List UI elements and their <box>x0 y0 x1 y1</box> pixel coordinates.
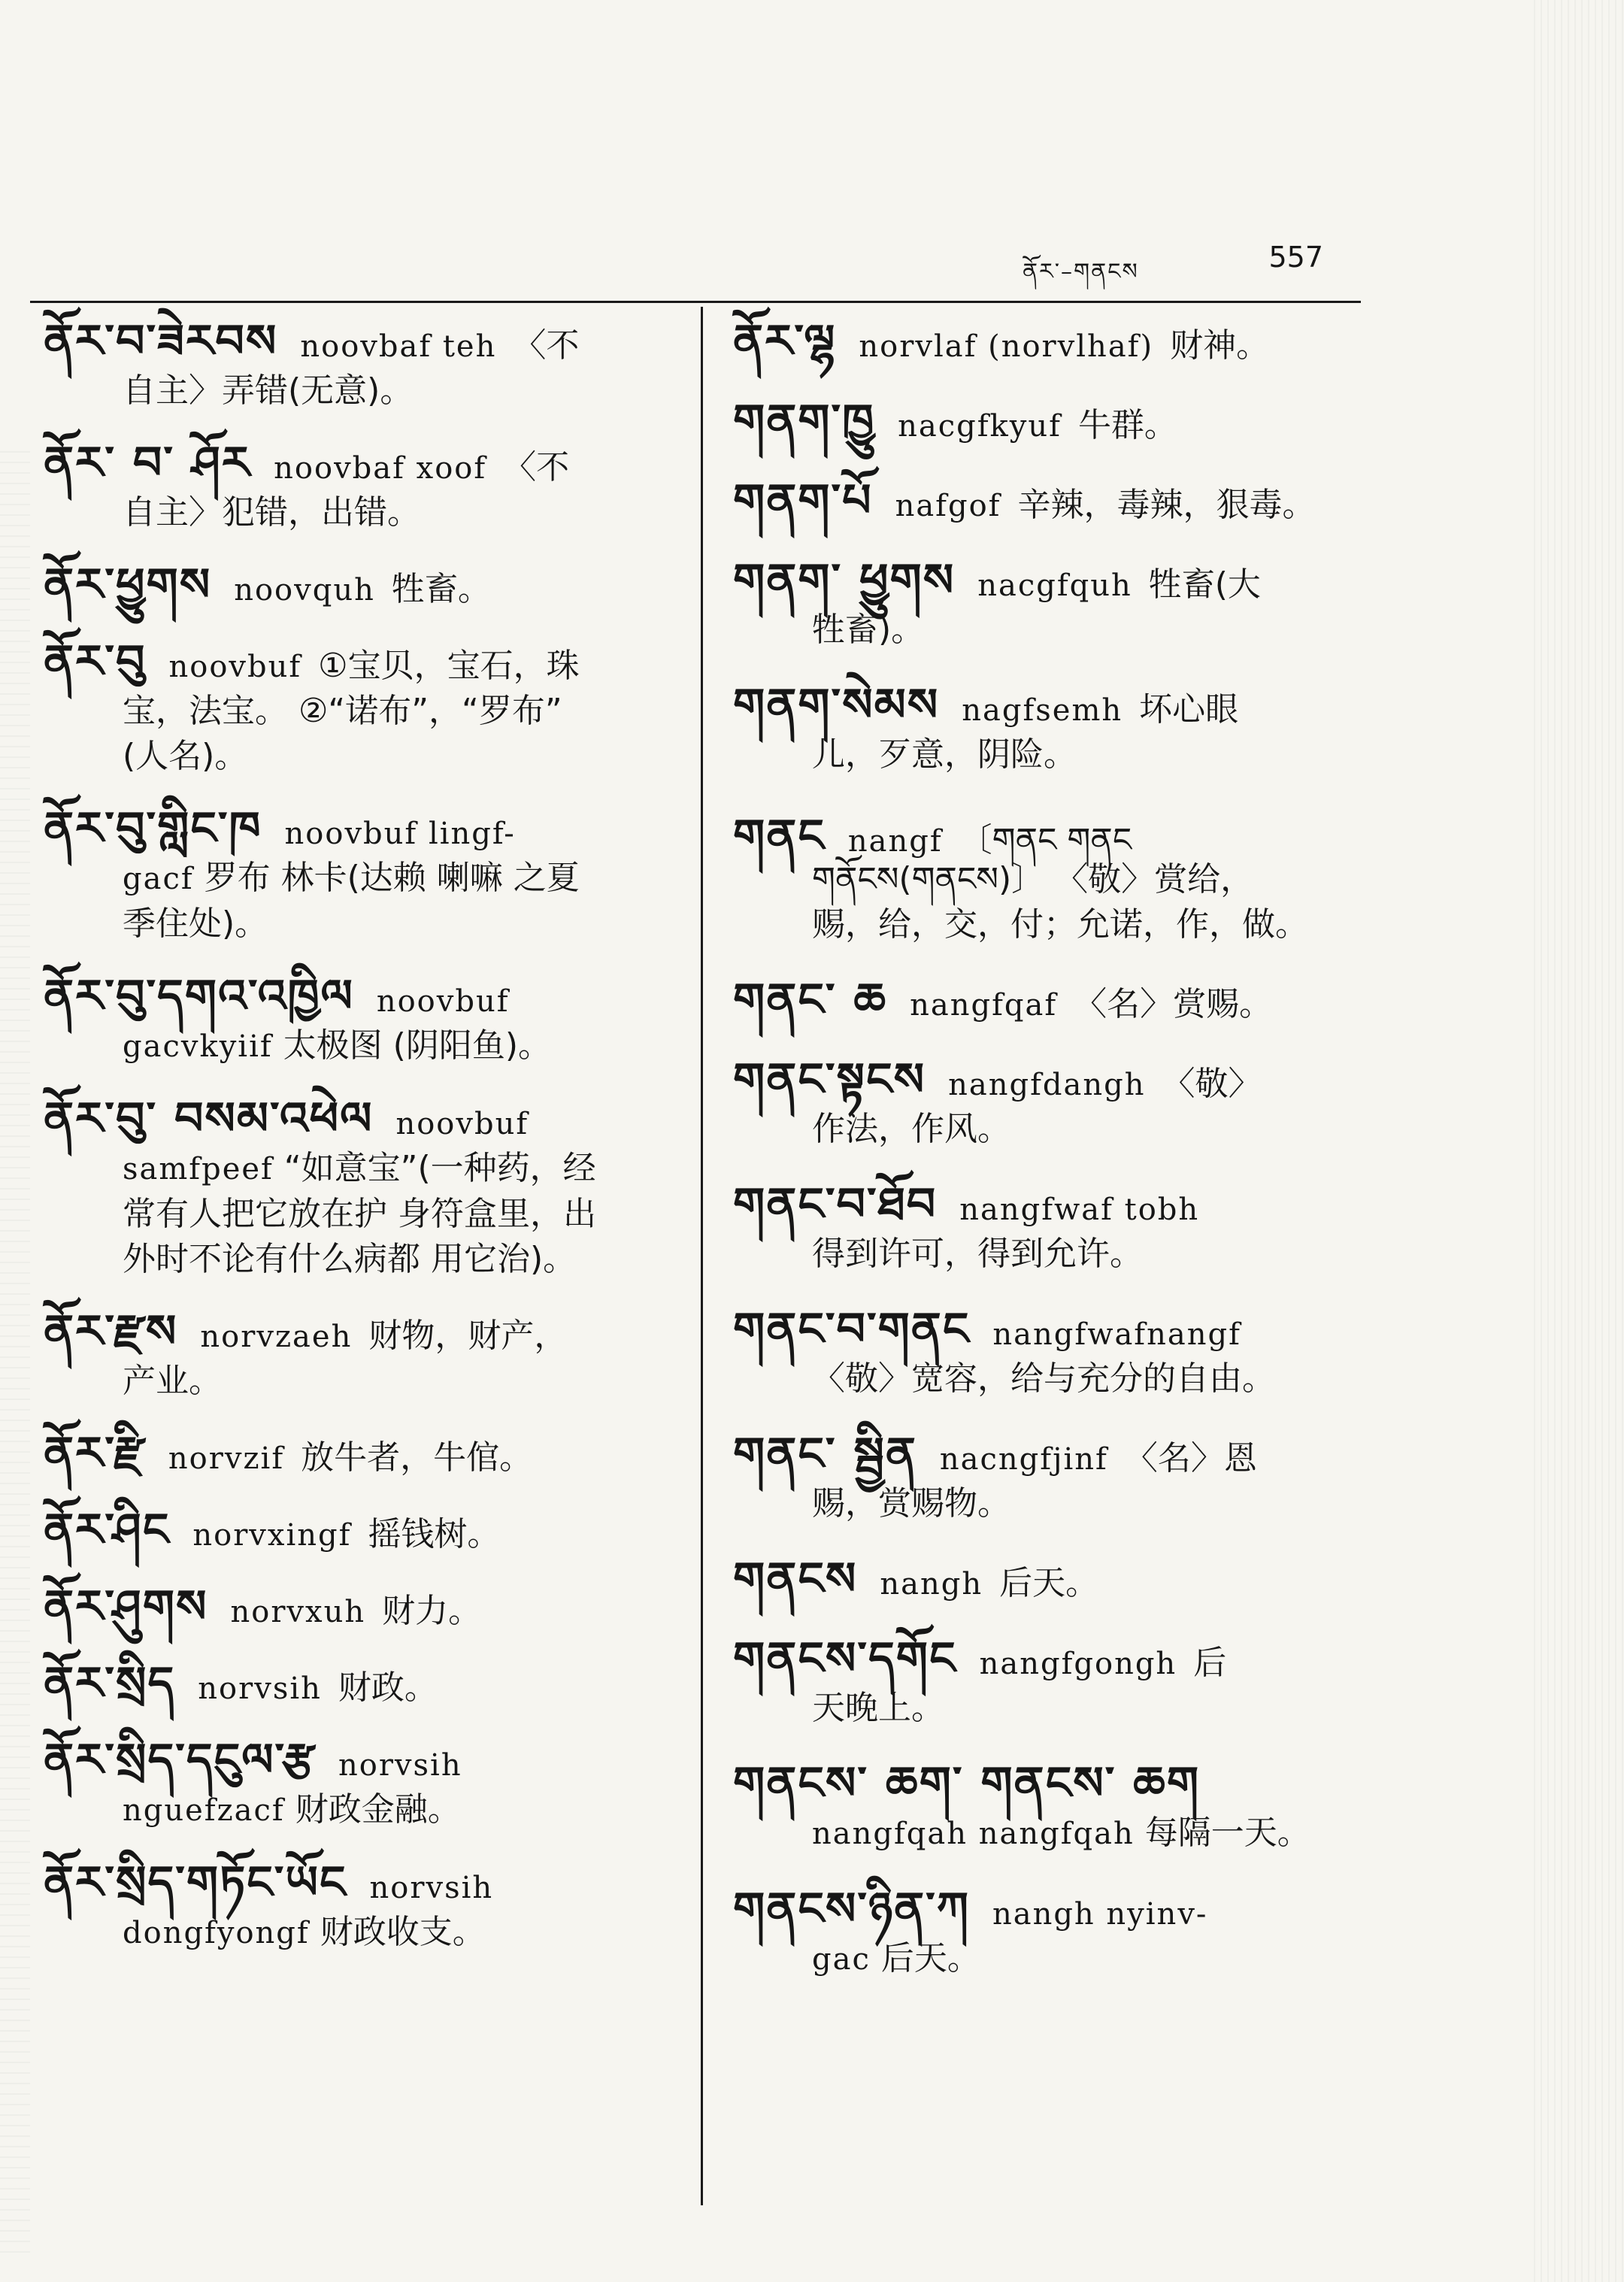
romanization: norvxuh <box>230 1595 366 1629</box>
gloss-continuation: 赐，赏赐物。 <box>812 1484 1010 1523</box>
entry-headline <box>44 1426 683 1480</box>
entry-headline <box>733 678 1365 732</box>
tibetan-headword: གནང་ ཆ <box>733 974 888 1026</box>
entry-headline <box>44 1580 683 1634</box>
dictionary-entry <box>733 394 1365 448</box>
romanization: norvxingf <box>192 1518 352 1553</box>
chinese-gloss: 〈不 <box>503 448 570 486</box>
romanization: noovbuf <box>376 984 510 1019</box>
gloss-continuation: 得到许可，得到允许。 <box>812 1235 1143 1273</box>
page-number: 557 <box>1268 241 1323 274</box>
romanization-continuation: samfpeef <box>123 1152 274 1186</box>
running-header <box>1023 241 1368 286</box>
romanization: noovbuf lingf- <box>284 817 516 851</box>
chinese-gloss: 后天。 <box>999 1564 1099 1602</box>
chinese-gloss: 牲畜。 <box>391 570 491 608</box>
romanization-continuation: gac <box>812 1942 871 1977</box>
gloss-continuation: 自主〉弄错(无意)。 <box>123 371 414 410</box>
dictionary-entry <box>44 1092 683 1282</box>
entry-headline <box>733 1177 1365 1232</box>
entry-headline <box>44 1733 683 1787</box>
entry-headline <box>733 1632 1365 1686</box>
dictionary-entry <box>733 803 1365 947</box>
gloss-continuation: gacvkyiif 太极图 (阴阳鱼)。 <box>123 1026 551 1065</box>
romanization: noovbaf teh <box>300 329 497 364</box>
tibetan-headword: གནག་ཁྱུ <box>733 395 876 447</box>
tibetan-headword: གནང་སྟངས <box>733 1053 926 1106</box>
header-rule <box>30 301 1361 303</box>
dictionary-entry <box>44 1856 683 1956</box>
scan-edge-texture <box>0 451 30 2256</box>
chinese-gloss: 放牛者，牛倌。 <box>301 1438 533 1477</box>
tibetan-headword: ནོར་བུ་ བསམ་འཕེལ <box>44 1093 374 1145</box>
tibetan-headword: གནག་པོ <box>733 474 873 527</box>
romanization: norvsih <box>338 1748 462 1783</box>
gloss-continuation: 天晚上。 <box>812 1689 944 1727</box>
gloss-continuation: gac 后天。 <box>812 1939 980 1977</box>
romanization: nacgfkyuf <box>898 409 1062 444</box>
entry-headline <box>44 1856 683 1910</box>
entry-headline <box>44 436 683 490</box>
romanization: nagfsemh <box>962 693 1123 728</box>
entry-headline <box>44 1092 683 1146</box>
entry-headline <box>733 803 1365 862</box>
tibetan-headword: གནག་ ཕྱུགས <box>733 554 956 607</box>
dictionary-entry <box>44 314 683 414</box>
entry-headline <box>44 1503 683 1557</box>
tibetan-headword: ནོར་ལྷ <box>733 315 837 368</box>
dictionary-entry <box>733 1756 1365 1856</box>
entry-headline <box>733 314 1365 368</box>
dictionary-entry <box>733 1427 1365 1526</box>
romanization-continuation: nangfqah nangfqah <box>812 1817 1135 1851</box>
romanization: noovquh <box>234 573 375 608</box>
dictionary-entry <box>44 436 683 535</box>
dictionary-entry <box>733 1632 1365 1731</box>
romanization: nangfqaf <box>910 988 1058 1023</box>
chinese-gloss: ①宝贝，宝石，珠 <box>318 647 580 685</box>
tibetan-headword: ནོར་རྫི <box>44 1427 146 1480</box>
gloss-continuation: gacf 罗布 林卡(达赖 喇嘛 之夏 季住处)。 <box>123 859 580 943</box>
romanization: nangfgongh <box>979 1647 1177 1681</box>
romanization: norvsih <box>198 1671 322 1706</box>
dictionary-entry <box>44 558 683 612</box>
dictionary-entry <box>733 474 1365 528</box>
dictionary-entry <box>44 1656 683 1711</box>
dictionary-entry <box>733 1882 1365 1982</box>
gloss-continuation: 作法，作风。 <box>812 1110 1010 1148</box>
chinese-gloss: 〈不 <box>513 326 580 365</box>
chinese-gloss: 坏心眼 <box>1139 690 1239 729</box>
chinese-gloss: 〈名〉赏赐。 <box>1074 985 1273 1023</box>
romanization: nangf <box>847 824 943 859</box>
chinese-gloss: 财政。 <box>338 1668 438 1707</box>
tibetan-headword: ནོར་སྲིད་དངུལ་རྩ <box>44 1734 316 1787</box>
entry-headline <box>733 1053 1365 1107</box>
dictionary-entry <box>733 1302 1365 1402</box>
dictionary-entry <box>733 1053 1365 1152</box>
tibetan-headword: ནོར་བུ <box>44 635 147 688</box>
gloss-continuation: dongfyongf 财政收支。 <box>123 1913 486 1951</box>
tibetan-headword: གནངས་དགོང <box>733 1632 957 1685</box>
romanization-continuation: nguefzacf <box>123 1793 285 1828</box>
gloss-continuation: 宝，法宝。 ②“诺布”，“罗布” (人名)。 <box>123 692 562 775</box>
chinese-gloss: 〈敬〉 <box>1162 1065 1262 1103</box>
chinese-gloss: 辛辣，毒辣，狠毒。 <box>1017 486 1316 524</box>
gloss-continuation: 自主〉犯错，出错。 <box>123 493 420 532</box>
romanization: noovbaf xoof <box>274 451 487 486</box>
tibetan-headword: ནོར་བུ་དགའ་འཁྱིལ <box>44 970 354 1023</box>
tibetan-headword: ནོར་ཤུགས <box>44 1580 208 1633</box>
dictionary-entry <box>44 1305 683 1404</box>
romanization: nangh nyinv- <box>992 1897 1208 1932</box>
tibetan-headword: གནང་ སྦྱིན <box>733 1428 917 1480</box>
tibetan-headword: གནག་སེམས <box>733 679 940 732</box>
romanization: norvsih <box>369 1871 494 1905</box>
tibetan-headword: ནོར་བུ་གླིང་ཁ <box>44 802 262 855</box>
dictionary-entry <box>44 1580 683 1634</box>
romanization: norvzaeh <box>200 1320 353 1354</box>
tibetan-headword: གནངས <box>733 1553 858 1605</box>
tibetan-headword: གནངས་ཉིན་ཀ <box>733 1883 970 1935</box>
dictionary-entry <box>733 678 1365 777</box>
chinese-gloss: 财物，财产， <box>368 1317 568 1355</box>
entry-headline <box>733 394 1365 448</box>
entry-headline <box>733 973 1365 1027</box>
chinese-gloss: 财力。 <box>382 1592 482 1630</box>
romanization: nacgfquh <box>977 568 1132 603</box>
dictionary-entry <box>44 802 683 947</box>
tibetan-headword: ནོར་སྲིད <box>44 1657 176 1710</box>
romanization: noovbuf <box>395 1107 529 1141</box>
entry-headline <box>733 1552 1365 1606</box>
tibetan-headword: ནོར་བ་ཟེརབས <box>44 315 278 368</box>
romanization-continuation: gacf <box>123 862 194 896</box>
gloss-continuation: 产业。 <box>123 1362 222 1400</box>
chinese-gloss: 〔གནང གནང <box>959 821 1132 859</box>
gloss-continuation: 儿，歹意，阴险。 <box>812 735 1077 774</box>
entry-headline <box>733 553 1365 608</box>
entry-headline <box>733 1882 1365 1936</box>
scan-edge-texture <box>1534 0 1624 2282</box>
gloss-continuation: གནོངས(གནངས)〕 〈敬〉赏给， 赐，给，交，付；允诺，作，做。 <box>812 860 1308 944</box>
entry-headline <box>44 558 683 612</box>
tibetan-headword: གནང <box>733 810 826 862</box>
right-column <box>733 314 1365 2008</box>
entry-headline <box>44 802 683 856</box>
entry-headline <box>44 1656 683 1711</box>
tibetan-headword: ནོར་ བ་ ཤོར <box>44 437 252 489</box>
dictionary-entry <box>44 1503 683 1557</box>
entry-headline <box>44 1305 683 1359</box>
entry-headline <box>44 969 683 1023</box>
romanization: nangfwafnangf <box>992 1317 1241 1352</box>
dictionary-entry <box>44 969 683 1069</box>
dictionary-entry <box>44 635 683 779</box>
entry-headline <box>733 474 1365 528</box>
chinese-gloss: 牲畜(大 <box>1148 565 1261 604</box>
romanization: nangfwaf tobh <box>959 1193 1200 1227</box>
romanization: noovbuf <box>168 650 302 684</box>
gloss-continuation: 牲畜)。 <box>812 611 925 649</box>
romanization: nacngfjinf <box>939 1442 1108 1477</box>
romanization: norvlaf (norvlhaf) <box>859 329 1154 364</box>
dictionary-entry <box>733 314 1365 368</box>
tibetan-headword: ནོར་ཕྱུགས <box>44 559 212 611</box>
dictionary-entry <box>733 553 1365 653</box>
gloss-continuation: samfpeef “如意宝”(一种药，经 常有人把它放在护 身符盒里，出 外时不论有什么病都 用它治)。 <box>123 1149 596 1278</box>
tibetan-headword: ནོར་ཤིང <box>44 1504 171 1556</box>
chinese-gloss: 〈名〉恩 <box>1124 1439 1257 1477</box>
romanization: nafgof <box>895 489 1001 523</box>
romanization-continuation: gacvkyiif <box>123 1029 273 1064</box>
gloss-continuation: nguefzacf 财政金融。 <box>123 1790 461 1829</box>
tibetan-headword: གནང་བ་གནང <box>733 1303 971 1356</box>
tibetan-headword: ནོར་རྫས <box>44 1305 178 1358</box>
chinese-gloss: 摇钱树。 <box>368 1515 501 1553</box>
left-column <box>44 314 683 1978</box>
chinese-gloss: 后 <box>1193 1644 1227 1682</box>
entry-headline <box>733 1756 1365 1811</box>
tibetan-headword: གནངས་ ཆག་ གནངས་ ཆག <box>733 1757 1201 1810</box>
chinese-gloss: 财神。 <box>1170 326 1270 365</box>
chinese-gloss: 牛群。 <box>1077 406 1177 444</box>
tibetan-headword: ནོར་སྲིད་གཏོང་ཡོང <box>44 1856 347 1909</box>
entry-headline <box>44 314 683 368</box>
column-divider <box>701 307 703 2205</box>
romanization: norvzif <box>168 1441 285 1476</box>
romanization-continuation: dongfyongf <box>123 1916 310 1950</box>
dictionary-entry <box>733 1177 1365 1277</box>
entry-headline <box>733 1302 1365 1356</box>
gloss-continuation: 〈敬〉宽容，给与充分的自由。 <box>812 1359 1275 1398</box>
dictionary-entry <box>733 973 1365 1027</box>
romanization: nangh <box>880 1567 983 1602</box>
header-guide-words: ནོར་–གནངས <box>1023 259 1139 285</box>
romanization: nangfdangh <box>948 1068 1146 1102</box>
entry-headline <box>44 635 683 689</box>
dictionary-entry <box>44 1733 683 1833</box>
entry-headline <box>733 1427 1365 1481</box>
gloss-continuation: nangfqah nangfqah 每隔一天。 <box>812 1814 1310 1852</box>
dictionary-entry <box>44 1426 683 1480</box>
tibetan-headword: གནང་བ་ཐོབ <box>733 1178 938 1231</box>
dictionary-entry <box>733 1552 1365 1606</box>
